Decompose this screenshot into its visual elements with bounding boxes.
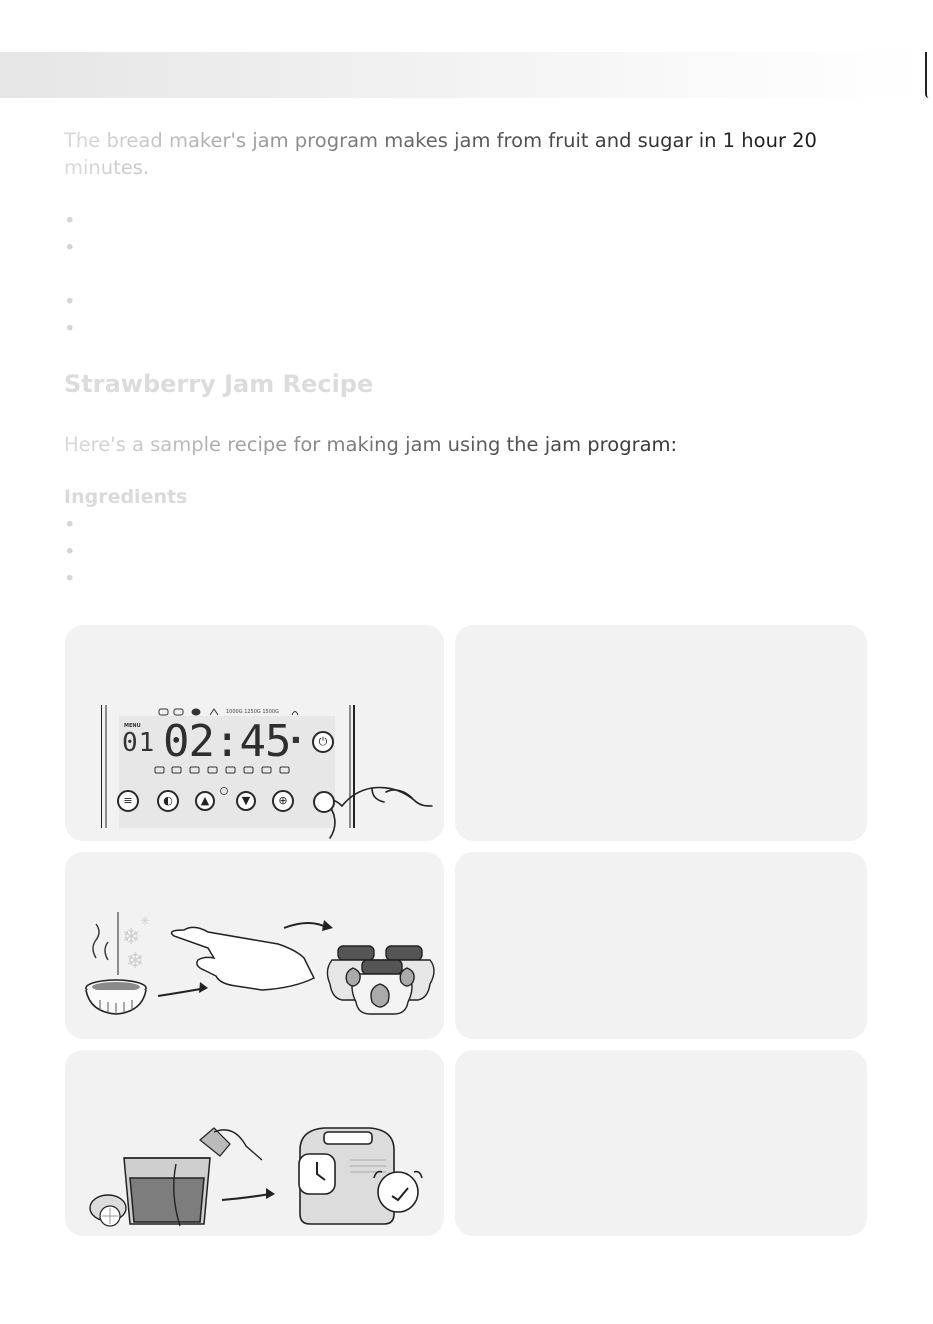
loaf-size-button[interactable]: ⊕ [272, 790, 294, 812]
ingredient-item: • 2 cups of sugar [64, 538, 854, 565]
ingredient-item: • 1/4 cup of lemon juice [64, 565, 854, 592]
header-band [0, 52, 933, 98]
menu-label: MENU [124, 723, 141, 729]
step2-text-panel [455, 852, 867, 1039]
start-stop-button[interactable] [313, 791, 335, 813]
step3-illustration-panel [65, 1050, 444, 1236]
power-button[interactable]: ⏻ [312, 731, 334, 753]
recipe-intro: Here's a sample recipe for making jam using the jam program: [64, 431, 854, 458]
svg-text:❄: ❄ [126, 949, 145, 974]
time-display: 02:45 [163, 716, 291, 767]
ingredients-heading: Ingredients [64, 486, 188, 508]
tip-item: • The jam can be refrigerated for 2 weeks or frozen for up to 6 months. [64, 315, 854, 342]
weight-labels: 1000G 1250G 1500G [226, 709, 279, 715]
page-curl [925, 52, 933, 98]
program-number: 01 [122, 728, 156, 758]
ingredients-list [64, 511, 854, 592]
step1-text-panel [455, 625, 867, 841]
step2-illustration-panel [65, 852, 444, 1039]
time-up-button[interactable]: ▲ [195, 791, 215, 811]
time-down-button[interactable]: ▼ [236, 791, 256, 811]
tip-item: • Use fresh, unbruised fruit, chopping large ones into smaller pieces. [64, 207, 854, 234]
crust-button[interactable]: ◐ [157, 790, 179, 812]
intro-paragraph: The bread maker's jam program makes jam from fruit and sugar in 1 hour 20 minutes. [64, 127, 854, 181]
lock-icon: ■ [292, 735, 300, 744]
svg-text:✳: ✳ [140, 914, 151, 928]
menu-button[interactable]: ≡ [117, 790, 139, 812]
step3-text-panel [455, 1050, 867, 1236]
ingredient-item: • 4 cups of fresh strawberries, hulled and halved [64, 511, 854, 538]
recipe-heading: Strawberry Jam Recipe [64, 370, 374, 398]
tip-item: • Use preserving sugar from grocery stores, which has added pectin for a better set. [64, 234, 854, 288]
tip-item: • If your fruit is low in pectin, add lemon juice or extra pectin. [64, 288, 854, 315]
svg-text:❄: ❄ [122, 925, 141, 950]
tips-list [64, 207, 854, 342]
